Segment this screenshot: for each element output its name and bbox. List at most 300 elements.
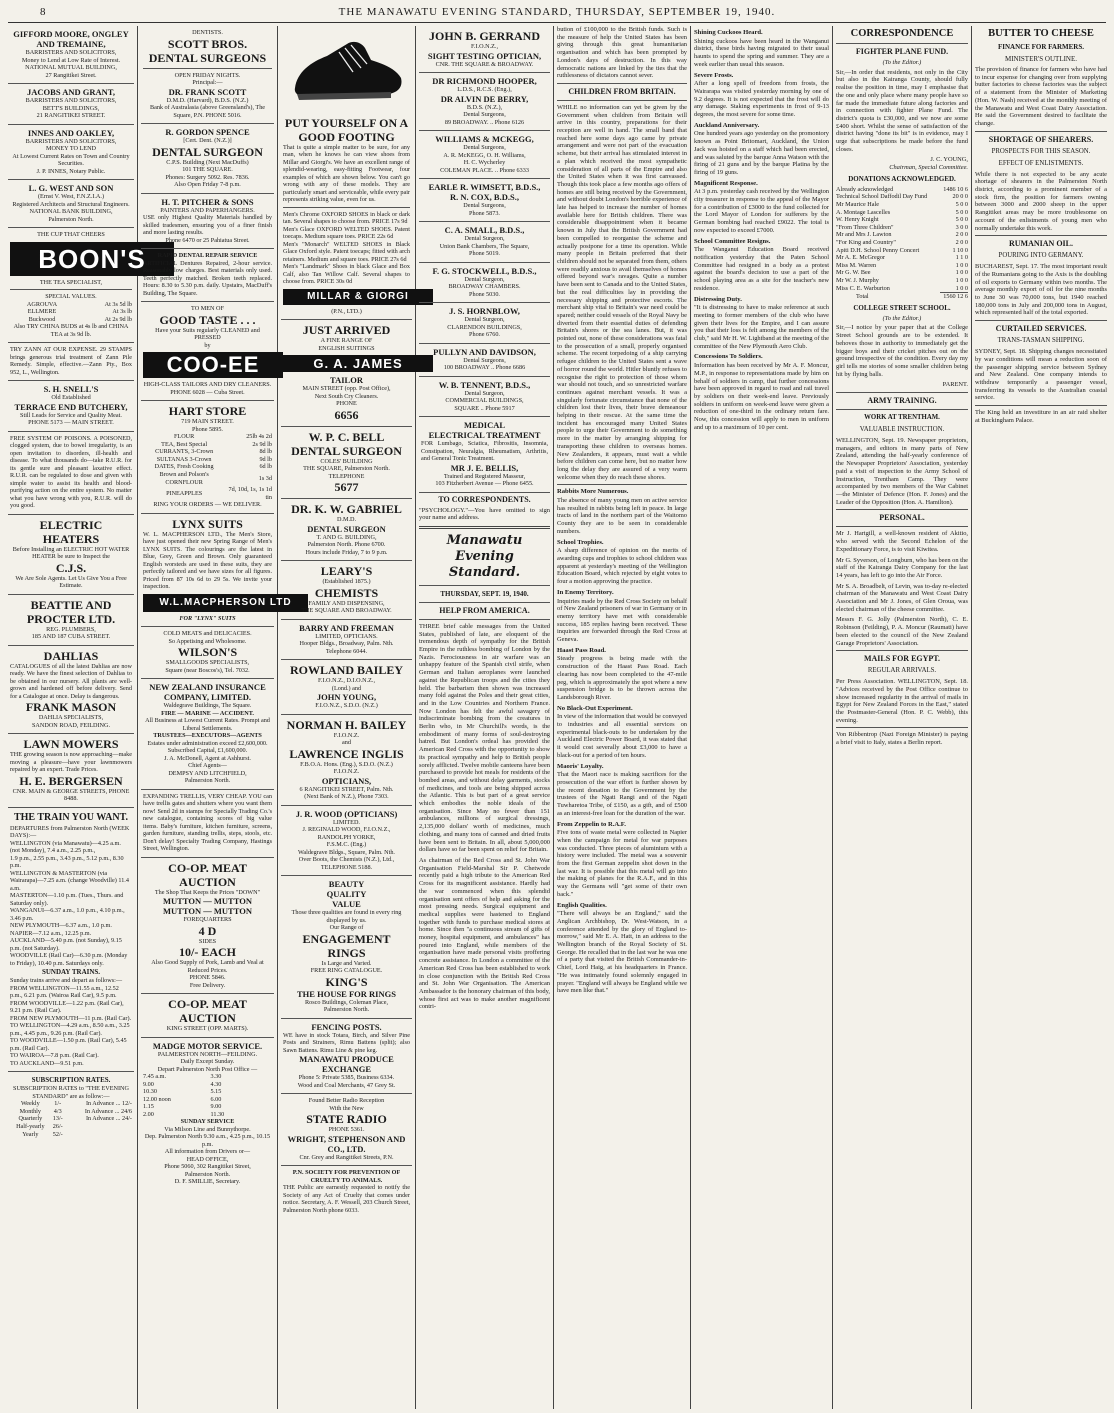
text-line: TO AUCKLAND—9.51 p.m. (10, 1059, 84, 1067)
ad-tennent (419, 377, 550, 418)
text-line: TRANS-TASMAN SHIPPING. (997, 337, 1085, 345)
text-line: At 3s 5d lb (104, 300, 132, 308)
text-line: SYDNEY, Sept. 18. Shipping changes necessitated by war conditions will mean a reduction soon of the passenger shipping service between Sydney and New Zealand. One company intends to withdraw temporarily a passenger vessel, transferring its vessels to the Australian coastal service. (975, 348, 1107, 402)
text-line: FROM WELLINGTON—11.55 a.m., 12.52 p.m., 6.21 p.m. (Wairoa Rail Car), 9.5 p.m. (10, 984, 119, 1000)
text-line: 89 BROADWAY. .. Phone 6126 (444, 118, 525, 126)
text-line: J. S. HORNBLOW, (449, 306, 520, 316)
text-line: PHONE 5361. (328, 1126, 365, 1134)
text-line: AGROUVA (26, 300, 58, 308)
text-line: THE Public are earnestly requested to notify the Society of any Act of Cruelty that comes under notice. Secretary, A. F. Wessell, 203 Church Street, Palmerston North phone 6033. (283, 1184, 410, 1214)
text-line: Auckland Anniversary. (694, 121, 760, 129)
text-line: TERRACE END BUTCHERY, (14, 401, 128, 412)
text-line: Money to Lend at Low Rate of Interest. (21, 56, 121, 64)
text-line: 13/- (52, 1115, 63, 1123)
text-line: Phone 5: Private 5385, Business 6334. (298, 1074, 395, 1082)
text-line: RANDOLPH YORKE, (317, 833, 376, 841)
ad-norman-bailey (281, 715, 412, 806)
text-line: Also TRY CHINA BUDS at 4s lb and CHINA TEA at 3s 9d lb. (13, 323, 129, 338)
text-line: ENGAGEMENT RINGS (302, 931, 391, 960)
text-line: NAPIER—7.12 a.m., 12.25 p.m. (10, 929, 92, 937)
text-line: Dep. Palmerston North 9.30 a.m., 4.25 p.m., 10.15 p.m. (144, 1133, 271, 1148)
text-line: 719 MAIN STREET. (181, 418, 234, 425)
column-6 (694, 26, 829, 1409)
text-line: 1 1 0 (955, 254, 968, 262)
column-rule (137, 26, 138, 1409)
text-line: DAHLIA SPECIALISTS, (38, 714, 104, 722)
text-line: 1 0 0 (955, 269, 968, 277)
text-line: Dental Surgeons, (463, 356, 506, 364)
text-line: DR ALVIN DE BERRY, (440, 93, 529, 104)
text-line: BROADWAY CHAMBERS. (448, 283, 521, 290)
page-number: 8 (40, 6, 47, 18)
text-line: FRANK MASON (25, 700, 117, 715)
text-line: D. F. SMILLIE, Secretary. (174, 1178, 241, 1186)
ad-poison (8, 432, 134, 515)
ad-pitcher (141, 194, 274, 250)
text-line: CNR. THE SQUARE & BROADWAY. (435, 60, 534, 68)
tea-price-table (10, 301, 132, 324)
ad-coop-meat (141, 858, 274, 995)
text-line: BEAUTY (328, 879, 365, 890)
ad-barry-freeman (281, 620, 412, 661)
text-line: 1/- (54, 1100, 62, 1108)
text-line: Mr S. A. Broadbelt, of Levin, was to-day re-elected chairman of the Manawatu and West Coast Dairy Association and Mr J. Jones, of Glen Oroua, was elected chairman of the cheese committee. (836, 582, 968, 613)
text-line: ARTIFICIAL Dentures Repaired, 2-hour service. Reasonably low charges. Best materials only used. Teeth perfectly matched. Broken teeth replaced. Hours: 8.30 to 5.30 p.m. daily. Upstairs, MacDuff's Building, The Square. (143, 259, 272, 297)
text-line: Phone 5060, 302 Rangitikei Street, (164, 1163, 251, 1171)
text-line: Found Better Radio Reception (308, 1097, 385, 1105)
text-line: Dental Surgeon, (464, 275, 505, 283)
text-line: Per Press Association. WELLINGTON, Sept. 18. "Advices received by the Post Office continue to show increased regularity in the arrival of mails in Egypt for New Zealand Forces in the East," stated the Postmaster-General (Hon. P. C. Webb), this evening. (836, 678, 968, 724)
text-line: Distressing Duty. (694, 295, 742, 303)
text-line: Shining cuckoos have been heard in the Wanganui district, these birds having migrated to their usual haunts to spend the spring and summer. They are a week earlier than usual this season. (694, 37, 829, 68)
text-line: Phones: Surgery 5092. Res. 7836. (165, 173, 250, 181)
edition-date: THURSDAY, SEPT. 19, 1940. (440, 589, 529, 598)
text-line: (To the Editor.) (882, 59, 922, 66)
text-line: W. Henry Knight (836, 216, 879, 224)
text-line: J. A. McDonell, Agent at Ashhurst. (164, 754, 251, 762)
text-line: Palmerston North. (323, 1006, 370, 1014)
text-line: SCOTT BROS. (167, 36, 248, 51)
text-line: 4.30 (210, 1080, 222, 1088)
text-line: D.M.D. (Harvard), B.D.S. (N.Z.) (166, 96, 249, 104)
text-line: 25lb 4s 2d (246, 433, 272, 440)
ad-heaters (8, 515, 134, 595)
text-line: Hooper Bldgs., Broadway, Palm. Nth. (299, 640, 394, 648)
ad-lawn-mowers (8, 734, 134, 808)
text-line: MINISTER'S OUTLINE. (1004, 55, 1078, 63)
text-line: TRUSTEES—EXECUTORS—AGENTS (153, 732, 262, 740)
text-line: CNR. MAIN & GEORGE STREETS, PHONE 8488. (12, 787, 130, 803)
text-line: Union Bank Chambers, The Square, (439, 242, 530, 250)
text-line: [Cert. Dent. (N.Z.)] (183, 137, 232, 144)
text-line: Palmerston North. (184, 1170, 231, 1178)
curtailed-services-heading: CURTAILED SERVICES. (995, 324, 1087, 334)
text-line: MADGE MOTOR SERVICE. (152, 1040, 263, 1051)
text-line: PHONE 6028 — Cuba Street. (170, 388, 245, 396)
text-line: 9.00 (143, 1080, 154, 1088)
text-line: 5 0 0 (955, 208, 968, 216)
text-line: Mr G. Syverson, of Longburn, who has been on the staff of the Kairanga Dairy Company for the last 14 years, has left to go into the Air Force. (836, 556, 968, 579)
ad-medical (419, 417, 550, 493)
ad-spence (141, 124, 274, 194)
text-line: 1.9 p.m., 2.55 p.m., 3.43 p.m., 5.12 p.m., 8.30 p.m. (10, 854, 124, 870)
text-line: C. A. SMALL, B.D.S., (444, 225, 525, 235)
text-line: Sunday trains arrive and depart as follows:— (10, 977, 123, 985)
text-line: 1s 3d (258, 474, 272, 482)
text-line: DR. FRANK SCOTT (168, 86, 247, 97)
ad-ga-james (281, 320, 412, 427)
text-line: THE SQUARE, Palmerston North. (303, 465, 390, 473)
ad-stockwell (419, 263, 550, 304)
text-line: 6.00 (210, 1095, 222, 1103)
ad-madge-motor (141, 1038, 274, 1190)
ad-boons (8, 228, 146, 343)
text-line: (Ernst V. West, F.N.Z.I.A.) (37, 193, 105, 200)
text-line: FOREQUARTERS (183, 916, 232, 924)
text-line: Dental Surgeon, (464, 316, 505, 323)
text-line: Phone 5895. (192, 425, 223, 433)
text-line: LEARY'S (320, 564, 373, 579)
text-line: ENGLISH SUITINGS (318, 344, 375, 352)
text-line: Those three qualities are found in every ring displayed by us. (291, 909, 402, 924)
children-paragraph: WHILE no information can yet be given by the Government when children from Britain will arrive in this country, preparations for their reception are well in hand. The small band that reached here some days ago came by private arrangement and were not part of the evacuation scheme, but their arrival has stimulated interest in a plan which received the most sympathetic consideration of all parts of the Empire and also the United States when it was first canvassed. Though this took place a few months ago offers of homes are still being received by the Government, and without doubt London's horrible experience of late has helped to increase the number of homes available here for British children. There was considerable disappointment when it became known in July that the British Government had been compelled to reorganise the scheme and actually postpone for a time its operation. While many people in Britain preferred that their children should not be separated from them, others were readily anxious to avail themselves of homes offered beyond war's ravages. Quite a number have been sent to Canada and to the United States, but the real difficulties lay in providing the necessary shipping and protective escorts. The merchant ship vital to Britain's war need could be spared; neither could vessels of the Royal Navy be diverted from their essential duties of defending Britain's shores or the sea lanes. But, it was pointed out, none of these considerations was fatal to the prosecution of a small, properly organised scheme. The recent torpedoing of a ship carrying refugee children to the United States sent a wave of horror round the world. Hitler bluntly refuses to recognise the right to protection of those whom war should not touch, and so unrestricted warfare continues against merchant vessels. It was a singularly fortunate circumstance that none of the children lost their lives, their brave demeanour helping in their rescue. At the same time the incident has encouraged many United States people to urge their Government to do something more in the matter by arranging shipping for transporting these children to overseas homes. New Zealanders, it appears, must wait a while before children can come here, but no matter how long the delay they are assured of a very warm welcome when they do reach these shores. (557, 103, 687, 481)
text-line: FROM WOODVILLE—1.22 p.m. (Rail Car), 9.21 p.m. (Rail Car). (10, 999, 124, 1015)
text-line: F.I.O.N.Z. (333, 768, 360, 776)
text-line: Our Range of (329, 924, 364, 932)
text-line: Mr W. J. Murphy (836, 276, 879, 284)
text-line: With the New (329, 1104, 364, 1112)
ad-spca (281, 1166, 412, 1218)
text-line: BETT'S BUILDINGS, (42, 104, 100, 112)
text-line: At 3 p.m. yesterday cash received by the Wellington city treasurer in response to the appeal of the Mayor for a contribution of £3000 to the fund collected for the Lord Mayor of London for sufferers by the German bombing had reached £9022. The total is now expected to exceed £7000. (694, 188, 829, 234)
text-line: (Next Bank of N.Z.), Phone 7303. (304, 793, 389, 801)
text-line: In Advance ... 12/- (85, 1100, 132, 1108)
text-line: Trained and Registered Masseur, (443, 472, 526, 480)
text-line: Mr J. Hartgill, a well-known resident of Akitio, who served with the Second Echelon of the Expeditionary Force, is to visit Kiwitea. (836, 530, 968, 553)
text-line: FAMILY AND DISPENSING, (308, 599, 385, 607)
text-line: TAILOR (330, 375, 363, 386)
text-line: Sir,—In order that residents, not only in the City but also in the Kairanga County, should fully realise the position in time, may I emphasise that the one and only place where many people have so far made the immediate future along factories and in connection with fighter Plane Fund. The district's quota is £30,000, and we now are some £400 short. Whilst the sense of satisfaction of the district having "done its bit" is in evidence, may I urge that subscriptions be made before the fund closes. (836, 68, 968, 153)
text-line: Phone 5019. (469, 250, 500, 257)
rumanian-oil-heading: RUMANIAN OIL. (1009, 239, 1073, 249)
text-line: F.B.O.A. Hons. (Eng.), S.D.O. (N.Z.) (300, 760, 393, 768)
text-line: Quarterly (18, 1115, 43, 1123)
ad-west (8, 180, 134, 228)
text-line: 52/- (52, 1130, 63, 1138)
text-line: MASTERTON—1.10 p.m. (Tues., Thurs. and Saturday only). (10, 892, 124, 907)
text-line: SPECIAL VALUES. (45, 293, 97, 300)
text-line: We Are Sole Agents. Let Us Give You a Free Estimate. (15, 574, 127, 590)
text-line: MUTTON — MUTTON (163, 896, 252, 907)
text-line: W. B. TENNENT, B.D.S., (438, 379, 531, 390)
text-line: Is Large and Varied. (321, 959, 372, 967)
text-line: 103 Fitzherbert Avenue — Phone 6455. (435, 480, 534, 487)
text-line: DEPARTURES from Palmerston North (WEEK DAYS):— (10, 824, 130, 840)
text-line: SUNDAY SERVICE (180, 1118, 235, 1126)
text-line: Men's Glace OXFORD WELTED SHOES. Patent toecaps. Medium square toes. PRICE 22s 6d (283, 225, 410, 241)
column-rule (415, 26, 416, 1409)
donations-table (836, 186, 968, 301)
text-line: Mr G. W. Bee (836, 269, 871, 277)
text-line: At 2s 9d lb (104, 315, 132, 323)
text-line: W. P. C. BELL (308, 429, 385, 444)
text-line: DAHLIAS (43, 648, 99, 663)
text-line: Subscribed Capital, £1,600,000. (167, 747, 248, 755)
ad-nz-insurance (141, 679, 274, 790)
fighter-fund-heading: FIGHTER PLANE FUND. (855, 47, 949, 56)
ad-zann (8, 343, 134, 381)
text-line: In Advance ... 24/6 (84, 1107, 132, 1115)
text-line: WILLIAMS & MCKEGG, (435, 134, 534, 144)
text-line: Dental Surgeon, (464, 389, 505, 397)
text-line: All information from Drivers or— (164, 1148, 251, 1156)
text-line: Dental Surgeons, (463, 202, 506, 209)
text-line: The Wanganui Education Board received notification yesterday that the Paten School Committee had resigned in a body as a protest against the board's decision to use a part of the school playing area as a site for the teacher's new residence. (694, 246, 829, 292)
ad-wimsett (419, 179, 550, 222)
ad-williams (419, 131, 550, 179)
column-5 (557, 26, 687, 1409)
hart-price-table (143, 433, 272, 501)
text-line: The King held an investiture in an air raid shelter at Buckingham Palace. (975, 409, 1107, 424)
text-line: Before Installing an ELECTRIC HOT WATER HEATER be sure to Inspect the (12, 545, 130, 561)
text-line: ELECTRIC HEATERS (39, 517, 103, 546)
text-line: Five tons of waste metal were collected in Napier when the campaign for metal for war purposes was conducted. Three pieces of aluminium with a history were included. The metal was a souvenir from the first German zeppelin shot down in the last war. It is possible that this metal will go into the making of planes for the R.A.F., and in this way the Germans will "get some of their own back." (557, 829, 687, 898)
ad-scott-bros (141, 26, 274, 124)
text-line: 1486 10 6 (943, 185, 968, 193)
ad-state-radio (281, 1094, 412, 1166)
text-line: 5.15 (210, 1088, 222, 1096)
ad-coop-meat-2 (141, 994, 274, 1038)
text-line: 4 D (198, 923, 217, 938)
column-rule (832, 26, 833, 1409)
text-line: WELLINGTON, Sept. 19. Newspaper proprietors, managers, and editors in many parts of New Zealand, attending the half-yearly conference of the Newspaper Proprietors' Association, yesterday paid a visit of inspection to the Army School of Instruction, Trentham Camp. They were accompanied by two members of the War Cabinet—the Minister of Defence (Hon. F. Jones) and the Leader of the Opposition (Hon. A. Hamilton). (836, 437, 968, 506)
text-line: TRY ZANN AT OUR EXPENSE. 29 STAMPS brings generous trial treatment of Zann Pile Remedy. Simple, effective.—Zann Pty., Box 952, L., Wellington. (10, 346, 132, 376)
text-line: FINANCE FOR FARMERS. (997, 43, 1084, 51)
ad-wilsons (141, 627, 274, 679)
text-line: THE SQUARE AND BROADWAY. (301, 607, 392, 615)
text-line: JUST ARRIVED (302, 323, 391, 338)
army-training-heading: ARMY TRAINING. (867, 396, 937, 406)
text-line: That is quite a simple matter to be sure, for any man, when he knows he can view shoes from Millar and Giorgi's. We have an excellent range of splendid-wearing, easy-fitting Footwear, four examples of which are shown below. You can't go wrong with any of these models. They are particularly smart and serviceable, while every pair represents striking value, even for us. (283, 143, 410, 204)
text-line: LAWRENCE INGLIS (289, 746, 404, 761)
text-line: Weekly (20, 1100, 40, 1108)
text-line: MAIN STREET (opp. Post Office), (302, 385, 391, 393)
text-line: COLD MEATS and DELICACIES. (163, 630, 252, 638)
ad-denture-repair (141, 249, 274, 302)
text-line: 2 0 0 (955, 239, 968, 246)
text-line: Technical School Daffodil Day Fund (836, 193, 928, 201)
text-line: PHONE 5173 — MAIN STREET. (28, 419, 114, 427)
text-line: AUCKLAND—5.40 p.m. (not Sunday), 9.15 p.m. (not Saturday). (10, 937, 122, 952)
text-line: F.I.O.N.Z. (333, 731, 360, 739)
text-line: F.I.O.N.Z., D.I.O.N.Z., (317, 677, 376, 685)
text-line: T. AND G. BUILDING, (316, 533, 377, 541)
text-line: Bank of Australasia (above Greensland's), The Square, P.N. PHONE 5016. (149, 104, 266, 119)
text-line: 1 0 0 (955, 276, 968, 284)
donations-heading: DONATIONS ACKNOWLEDGED. (848, 174, 956, 183)
text-line: (P.N., LTD.) (331, 307, 362, 315)
text-line: WELLINGTON & MASTERTON (via Wairarapa)—7.25 a.m. (change Woodville) 11.4 a.m. (10, 869, 129, 892)
text-line: NORMAN H. BAILEY (286, 717, 407, 732)
text-line: OPEN FRIDAY NIGHTS. (174, 71, 241, 79)
text-line: F. G. STOCKWELL, B.D.S., (432, 265, 537, 276)
text-line: ROWLAND BAILEY (289, 663, 403, 678)
text-line: COLEMAN PLACE. .. Phone 6333 (440, 166, 529, 174)
text-line: EFFECT OF ENLISTMENTS. (998, 159, 1084, 167)
text-line: Phone 6470 or 25 Pahiatua Street. (165, 236, 250, 244)
text-line: Dental Surgeons, (463, 144, 506, 151)
text-line: 12.00 noon (143, 1095, 171, 1103)
text-line: WOODVILLE (Rail Car)—6.30 p.m. (Monday to Friday), 10.40 p.m. Saturdays only. (10, 952, 128, 967)
text-line: BARRISTERS AND SOLICITORS, (25, 97, 117, 104)
text-line: Next South Cry Cleaners. (314, 392, 379, 400)
text-line: That the Maori race is making sacrifices for the prosecution of the war effort is further shown by the recent donation to the Government by the trustees of the Ngati Rangi and of the Ngati Tuwharetoa Tribe, of £150, as a gift, and of £500 as an interest-free loan for the duration of the war. (557, 771, 687, 817)
text-line: PAINTERS AND PAPERHANGERS. (160, 206, 255, 214)
text-line: Mr Maurice Hale (836, 201, 879, 209)
ad-train-timetable (8, 808, 134, 1073)
text-line: A. R. McKEGG, O. H. Williams, (443, 151, 526, 159)
text-line: While there is not expected to be any acute shortage of shearers in the Palmerston North district, according to a prominent member of a stock firm, the position for farmers owning between 3000 and 2000 sheep in the upper Rangitikei areas may be more troublesome on account of the enlistments of young men who normally undertake this work. (975, 170, 1107, 232)
text-line: School Trophies. (557, 538, 604, 546)
text-line: 5677 (334, 480, 359, 495)
text-line: PROSPECTS FOR THIS SEASON. (991, 147, 1091, 155)
text-line: The absence of many young men on active service has resulted in rabbits being left in peace. In large tracts of land in the northern part of the Waitomo County they are to be seen in considerable numbers. (557, 497, 687, 535)
text-line: Palmerston North. (48, 215, 94, 223)
madge-timetable (143, 1073, 272, 1118)
text-line: Phone 5873. (469, 209, 500, 217)
text-line: 27 Rangitikei Street. (45, 71, 97, 79)
text-line: F.S.M.C. (Eng.) (326, 841, 367, 849)
text-line: Principal:— (192, 79, 223, 86)
text-line: SANDON ROAD, FEILDING. (31, 721, 111, 729)
text-line: THE HOUSE FOR RINGS (297, 988, 396, 999)
text-line: PUT YOURSELF ON A GOOD FOOTING (284, 115, 409, 144)
text-line: JOHN B. GERRAND (428, 29, 540, 43)
text-line: Dental Surgeons, (463, 111, 506, 118)
text-line: Phone 5030. (469, 290, 500, 298)
text-line: OPTICIANS, (321, 775, 372, 786)
text-line: 6d lb (259, 463, 272, 471)
text-line: 8d lb (259, 448, 272, 456)
text-line: After a long spell of freedom from frosts, the Wairarapa was visited yesterday morning by one of 9.2 degrees. It is not expected that the frost will do any damage. Staking experiments in frost of 9-13 degrees, the most severe for some time. (694, 80, 829, 119)
text-line: W. L. MACPHERSON LTD., The Men's Store, have just opened their new Spring Range of Men's LYNX SUITS. The colourings are the latest in Blue, Grey, Green and Brown. Only guaranteed English worsteds are used in these suits, they are perfectly tailored and we have sizes for all figures. Priced from 87 10s 6d to 29 5s. We invite your inspection. (143, 530, 272, 591)
text-line: "For King and Country" (836, 239, 896, 246)
text-line: TELEPHONE (328, 472, 365, 480)
text-line: 1 0 0 (955, 261, 968, 269)
text-line: Waldegrave Bldgs., Square, Palm. Nth. (298, 848, 395, 856)
text-line: and (342, 739, 351, 747)
text-line: H. C. Wycherley (463, 159, 506, 166)
editorial-paragraph: As chairman of the Red Cross and St. John War Organisation Field-Marshal Sir P. Chetwode recently paid a high tribute to the American Red Cross for its magnificent assistance. Hardly had the war commenced when this splendid organisation sent offers of help and asking for the most pressing needs. Surgical equipment and medical supplies were hastened to England together with funds to purchase medical stores at home. Since then "a continuous stream of gifts of money, hospital equipment, and ambulances" has poured into England, while members of the organisation have made personal visits proffering concrete assistance. In London a committee of the American Red Cross has been established to work in close conjunction with the British Red Cross and St. John War Organisation. The American Ambassador is the honorary chairman of this body, whose first act was to make another magnificent contri- (419, 857, 550, 1011)
text-line: Rosco Buildings, Coleman Place, (304, 998, 388, 1006)
text-line: PHONE 5846. (189, 974, 226, 982)
ad-innes (8, 125, 134, 181)
text-line: SMALLGOODS SPECIALISTS, (165, 659, 250, 667)
text-line: TO WAIROA—7.8 p.m. (Rail Car). (10, 1052, 99, 1060)
text-line: NATIONAL MUTUAL BUILDING, (25, 64, 117, 71)
text-line: DENTISTS. (192, 29, 223, 36)
text-line: TO MEN OF (191, 305, 224, 312)
editorial-paragraph: THREE brief cable messages from the United States, published of late, are eloquent of the tremendous depth of sympathy for the British Empire in the ruthless bombing of London by the Nazis. Ferociousness in air warfare was an unhappy feature of the Spanish civil strife, when German and Italian aeroplanes were launched against the Republican troops and the cities they held. The barbarism then shown was increased many fold against the Poles and their great cities, and in the Low Countries and Northern France. Now London has felt the awful savagery of indiscriminate bombing from the creatures in Berlin who, in Mr Churchill's words, is the embodiment of many forms of soul-destroying hatred. But London's ordeal has provided the American Red Cross with the opportunity to show its practical sympathy and help to British people sorely afflicted. Twelve mobile canteens have been purchased to provide hot meals for residents of the bombed areas, and without delay garments, stocks of medicines, and tools are being shipped across the Atlantic. This is but part of a great service which embodies the noble ideals of the organisation. Since May no fewer than 151 ambulances, millions of surgical dressings, 2,135,000 dollars' worth of medicines, much clothing, and many tons of canned and dried fruits have been sent to Britain. In all, about 5,000,000 dollars have so far been spent on relief for Britain. (419, 622, 550, 854)
text-line: Men's Chrome OXFORD SHOES in black or dark tan. Several shapes to choose from. PRICE 17s 9d (283, 210, 410, 226)
text-line: Via Milson Line and Bunnythorpe. (164, 1125, 251, 1133)
text-line: 20 0 0 (952, 193, 968, 201)
text-line: Concessions To Soldiers. (694, 353, 763, 361)
text-line: In view of the information that would be conveyed to industries and all essential services on experimental black-outs to be undertaken by the Auckland Electric Power Board, it was stated that it would cost severally about £3,000 to have a black-out for a period of ten hours. (557, 713, 687, 759)
ad-lynx-suits (141, 514, 292, 628)
text-line: DATES, Fresh Cooking (154, 463, 214, 471)
text-line: Depart Palmerston North Post Office — (157, 1065, 258, 1073)
text-line: SUBSCRIPTION RATES to "THE EVENING STANDARD" are as follow:— (13, 1085, 129, 1100)
text-line: Information has been received by Mr A. F. Moncur, M.P., in response to representations made by him on behalf of soldiers in camp, that further concessions have been approved in regard to road and rail travel by soldiers on their week-end leave. Previously soldiers in uniform on week-end leave were given a reduction of one-third in the ordinary return fare. Now, this concession will apply to men in uniform and up to a maximum of 10 per cent. (694, 362, 829, 431)
text-line: Already acknowledged (836, 185, 894, 193)
text-line: L. G. WEST AND SON (28, 183, 114, 193)
ad-jr-wood (281, 806, 412, 877)
text-line: Magnificent Response. (694, 179, 758, 187)
text-line: Brown and Polson's CORNFLOUR (159, 470, 209, 486)
text-line: JOHN YOUNG, (316, 692, 377, 703)
text-line: 4/3 (53, 1107, 62, 1115)
text-line: JACOBS AND GRANT, (27, 87, 115, 97)
text-line: Sir,—I notice by your paper that at the College Street School grounds are to be extended. It behoves those in authority to immediately get the bigger boys and their cricket pitches out on the ground irrespective of the condition. Every day my girl tells me stories of some smaller children being hit by flying balls. (836, 324, 968, 378)
text-line: by (204, 341, 211, 349)
ad-jacobs (8, 84, 134, 125)
text-line: REG. PLUMBERS, (46, 625, 96, 633)
text-line: 21 RANGITIKEI STREET. (36, 112, 106, 119)
text-line: TEA, Best Special (161, 440, 208, 448)
text-line: H. T. PITCHER & SONS (161, 196, 254, 207)
text-line: STATE RADIO (306, 1112, 387, 1127)
text-line: Manawatu (446, 532, 523, 548)
text-line: DENTAL SURGEONS (148, 50, 267, 65)
text-line: A. Montage Lascelles (836, 208, 891, 216)
text-line: THE TEA SPECIALIST, (39, 278, 103, 286)
text-line: CHEMISTS (314, 585, 379, 600)
text-line: THE TRAIN YOU WANT. (13, 811, 129, 823)
text-line: All Business at Lowest Current Rates. Prompt and Liberal Settlements. (145, 717, 270, 732)
text-line: Half-yearly (16, 1123, 45, 1131)
text-line: 101 THE SQUARE. (182, 166, 233, 173)
text-line: In Advance ... 24/- (85, 1115, 132, 1123)
text-line: English Qualities. (557, 901, 607, 909)
text-line: DR RICHMOND HOOPER, (432, 76, 537, 86)
text-line: TELEPHONE 5188. (320, 863, 373, 871)
text-line: Evening Standard. (448, 548, 521, 580)
text-line: J. C. YOUNG, (930, 156, 968, 164)
text-line: ELECTRICAL TREATMENT (428, 430, 541, 440)
text-line: (Established 1875.) (322, 578, 371, 586)
text-line: TO WOODVILLE—1.50 p.m. (Rail Car), 5.45 p.m. (Rail Car). (10, 1037, 127, 1052)
text-line: SULTANAS 3-Crown (156, 455, 212, 463)
text-line: FLOUR (173, 433, 195, 440)
text-line: MR J. E. BELLIS, (450, 462, 519, 473)
text-line: R. N. COX, B.D.S., (450, 192, 519, 202)
text-line: CATALOGUES of all the latest Dahlias are now ready. We have the finest selection of Dahlias to be obtained in our nursery. All plants are well-grown and hardened off before delivery. Send for a Catalogue at once. Delay is dangerous. (10, 662, 132, 700)
ad-hornblow (419, 303, 550, 344)
ad-beattie (8, 595, 134, 646)
text-line: Square (near Boscos's), Tel. 7032. (165, 666, 250, 674)
ad-snell (8, 381, 134, 432)
editorial-continued: bution of £100,000 to the British funds. Such is the measure of help the United States has been giving through this great humanitarian organisation and which has been prompted by London's days of destruction. In this way democratic nations are linked by the ties that the ruthlessness of dictators cannot sever. (557, 26, 687, 80)
text-line: Apiti D.H. School Penny Concert (836, 246, 920, 254)
text-line: Rabbits More Numerous. (557, 488, 629, 496)
ad-pullyn (419, 344, 550, 377)
text-line: So Appetising and Wholesome. (168, 637, 247, 645)
text-line: CLARENDON BUILDINGS, (447, 323, 522, 331)
text-line: B.D.S. (N.Z.), (466, 103, 503, 111)
text-line: Messrs F. G. Jolly (Palmerston North), C. E. Robinson (Feilding), P. A. Moncur (Raumati) have been elected to the council of the New Zealand Garage Proprietors' Association. (836, 616, 968, 647)
text-line: FREE RING CATALOGUE. (310, 967, 383, 975)
